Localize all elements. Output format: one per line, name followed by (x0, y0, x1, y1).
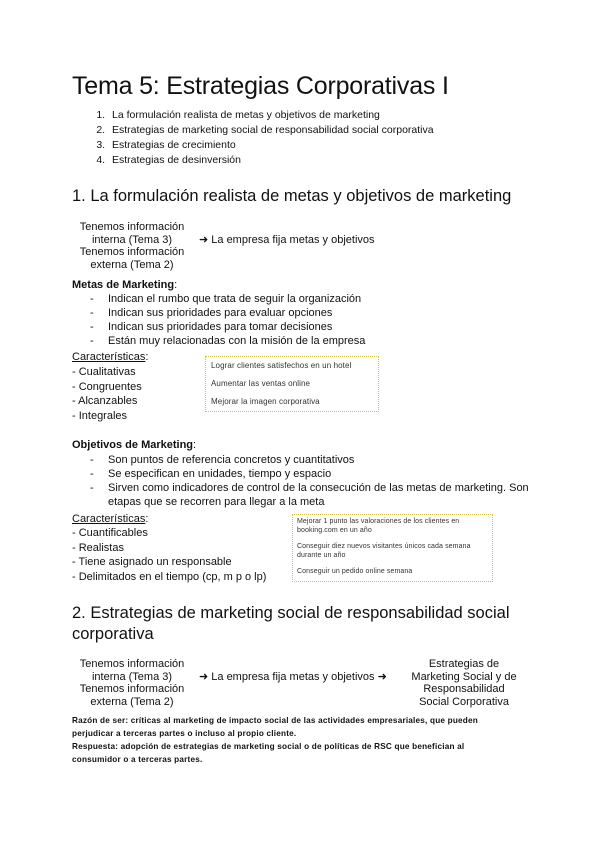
result-line: Responsabilidad (423, 683, 505, 695)
section-1-heading: 1. La formulación realista de metas y objetivos de marketing (72, 187, 512, 205)
page-title: Tema 5: Estrategias Corporativas I (72, 72, 449, 100)
list-item: - Cualitativas (72, 366, 136, 378)
section-2-heading-line: corporativa (72, 625, 154, 643)
list-item: - Sirven como indicadores de control de la consecución de las metas de marketing. Son etapas que se recorren para llegar a la meta (88, 481, 536, 509)
flow-arrow-text: ➜ La empresa fija metas y objetivos (199, 234, 375, 246)
result-line: Marketing Social y de (411, 670, 517, 683)
info-externa-line: externa (Tema 2) (90, 258, 174, 271)
example-line: Aumentar las ventas online (211, 379, 311, 388)
list-item: - Indican sus prioridades para evaluar opciones (88, 306, 548, 320)
razon-paragraph (72, 714, 532, 766)
objetivos-examples-box (292, 514, 493, 582)
list-item: - Realistas (72, 541, 124, 554)
metas-caracteristicas-list (72, 365, 142, 423)
list-item: - Son puntos de referencia concretos y cuantitativos (88, 453, 536, 467)
razon-line: Razón de ser: críticas al marketing de impacto social de las actividades empresariales, que pueden (72, 716, 478, 725)
caracteristicas-label: Características (72, 351, 146, 363)
caracteristicas-heading: Características: (72, 351, 149, 363)
list-item: - Indican el rumbo que trata de seguir la organización (88, 292, 548, 306)
metas-label: Metas de Marketing (72, 279, 175, 291)
example-line: Mejorar 1 punto las valoraciones de los clientes en (297, 518, 460, 525)
objetivos-label: Objetivos de Marketing (72, 439, 194, 451)
caracteristicas-label: Características (72, 513, 146, 525)
info-interna-line: Tenemos información (79, 658, 185, 670)
result-line: Social Corporativa (419, 695, 509, 708)
result-line: Estrategias de (428, 658, 500, 670)
list-item: - Están muy relacionadas con la misión de la empresa (88, 334, 548, 348)
list-item: - Indican sus prioridades para tomar decisiones (88, 320, 548, 334)
info-block (72, 221, 192, 271)
list-item: - Integrales (72, 409, 128, 422)
info-externa-line: externa (Tema 2) (90, 695, 174, 708)
list-item: - Cuantificables (72, 527, 148, 539)
table-of-contents (90, 108, 434, 168)
info-externa-line: Tenemos información (79, 683, 185, 695)
result-block (403, 658, 525, 708)
metas-heading: Metas de Marketing: (72, 279, 178, 291)
example-line: booking.com en un año (297, 526, 372, 534)
info-interna-line: Tenemos información (79, 221, 185, 233)
metas-list (88, 292, 548, 348)
objetivos-heading: Objetivos de Marketing: (72, 439, 197, 451)
info-block (72, 658, 192, 708)
list-item: - Alcanzables (72, 395, 138, 407)
razon-line: perjudicar a terceras partes o incluso al propio cliente. (72, 729, 297, 738)
caracteristicas-heading: Características: (72, 513, 149, 525)
toc-item: 4. Estrategias de desinversión (108, 153, 434, 168)
toc-item: 3. Estrategias de crecimiento (108, 138, 434, 153)
section-2-heading-line: 2. Estrategias de marketing social de responsabilidad social (72, 604, 510, 622)
list-item: - Delimitados en el tiempo (cp, m p o lp) (72, 570, 267, 583)
respuesta-line: consumidor o a terceras partes. (72, 755, 203, 764)
list-item: - Se especifican en unidades, tiempo y espacio (88, 467, 536, 481)
info-interna-line: interna (Tema 3) (91, 670, 173, 683)
objetivos-list (88, 453, 536, 509)
toc-item: 2. Estrategias de marketing social de responsabilidad social corporativa (108, 123, 434, 138)
flow-arrow-text: ➜ La empresa fija metas y objetivos ➜ (199, 671, 387, 683)
example-line: durante un año (297, 551, 346, 559)
metas-examples-box (205, 356, 379, 412)
objetivos-caracteristicas-list (72, 526, 266, 584)
list-item: - Congruentes (72, 380, 142, 393)
example-line: Conseguir un pedido online semana (297, 568, 413, 575)
example-line: Conseguir diez nuevos visitantes únicos cada semana (297, 543, 471, 550)
list-item: - Tiene asignado un responsable (72, 556, 232, 568)
respuesta-line: Respuesta: adopción de estrategias de marketing social o de políticas de RSC que benefician al (72, 742, 465, 751)
example-line: Mejorar la imagen corporativa (211, 397, 320, 406)
toc-item: 1. La formulación realista de metas y objetivos de marketing (108, 108, 434, 123)
example-line: Lograr clientes satisfechos en un hotel (211, 361, 352, 370)
info-interna-line: interna (Tema 3) (91, 233, 173, 246)
section-2-heading (72, 603, 510, 645)
info-externa-line: Tenemos información (79, 246, 185, 258)
